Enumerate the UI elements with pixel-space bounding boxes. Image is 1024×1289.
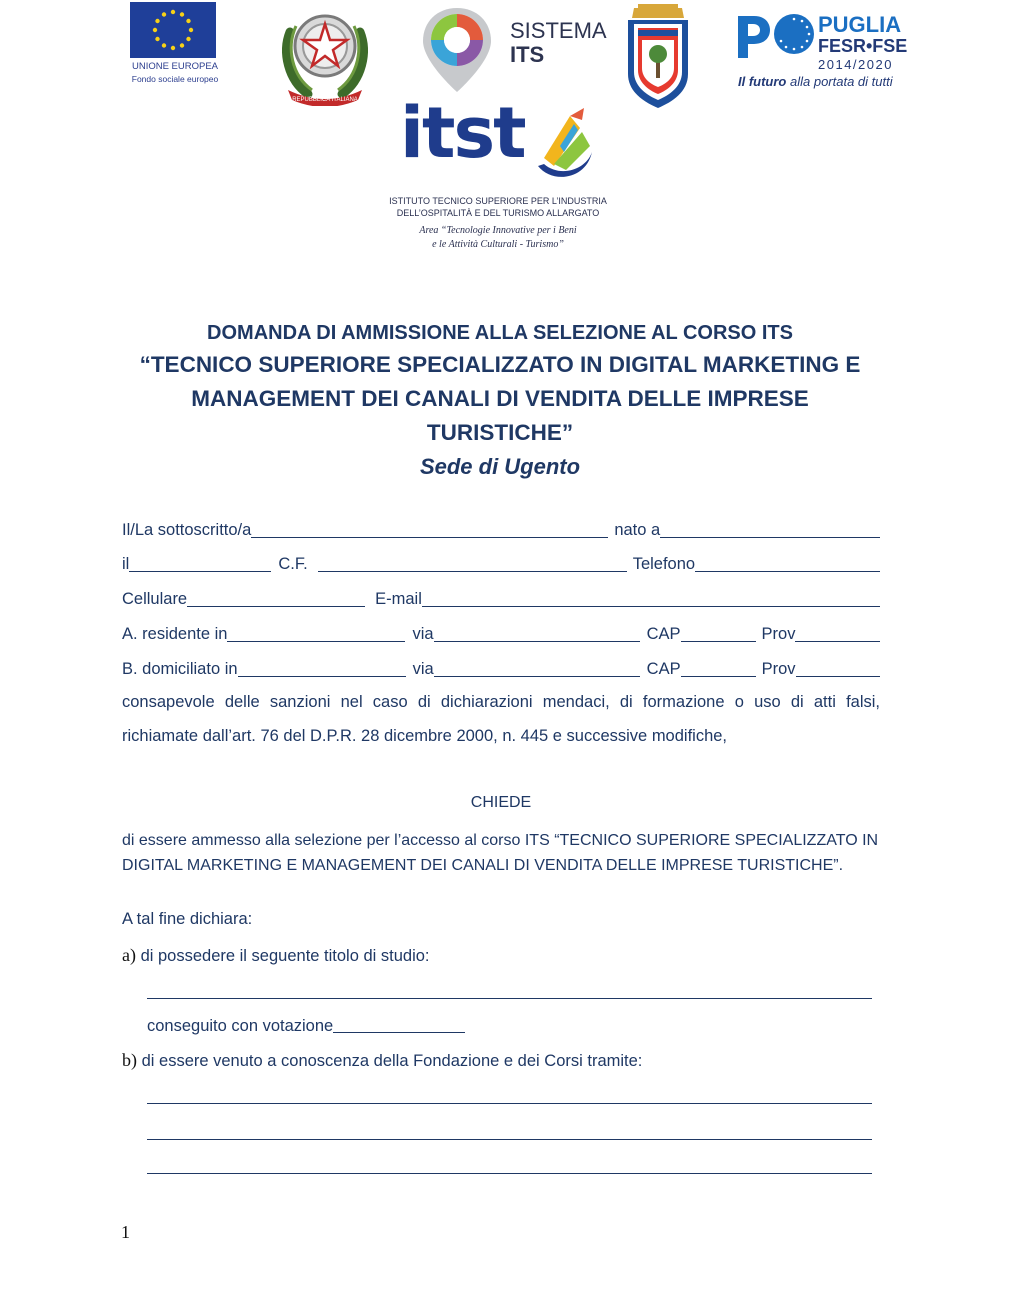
puglia-tagline-bold: Il futuro (738, 74, 787, 89)
label-via: via (412, 625, 434, 643)
request-paragraph: di essere ammesso alla selezione per l’accesso al corso ITS “TECNICO SUPERIORE SPECIALIZZATO IN DIGITAL MARKETING E MANAGEMENT DEI CANALI DI VENDITA DELLE IMPRESE TURISTICHE”. (122, 832, 879, 874)
itst-wordmark: itst (400, 92, 525, 174)
its-compass-icon (420, 4, 494, 96)
sistema-label: SISTEMA (510, 18, 607, 43)
field-residente-citta[interactable] (227, 625, 405, 642)
declaration-paragraph (122, 685, 880, 753)
puglia-p-icon (736, 12, 816, 69)
label-residente: A. residente in (122, 625, 228, 643)
emblem-ribbon-text: REPUBBLICA ITALIANA (292, 97, 358, 103)
puglia-title: PUGLIA (818, 12, 902, 37)
field-conoscenza-3[interactable] (147, 1173, 872, 1174)
label-cf: C.F. (278, 555, 308, 573)
eu-logo (120, 2, 230, 92)
form-row-contacts (122, 586, 880, 610)
label-prov: Prov (761, 660, 796, 678)
its-label: ITS (510, 42, 545, 67)
field-residente-via[interactable] (434, 625, 640, 642)
puglia-fesr-fse: FESR•FSE (818, 36, 908, 56)
field-birthdate[interactable] (129, 555, 271, 572)
title-line-4: TURISTICHE” (426, 420, 574, 445)
title-line-1: DOMANDA DI AMMISSIONE ALLA SELEZIONE AL CORSO ITS (207, 322, 793, 344)
field-cellulare[interactable] (187, 590, 365, 607)
item-a (122, 945, 430, 966)
eu-label: UNIONE EUROPEA (131, 61, 219, 72)
label-cap: CAP (646, 660, 681, 678)
declaration-line-1: consapevole delle sanzioni nel caso di dichiarazioni mendaci, di formazione o uso di atti falsi, (122, 693, 880, 711)
eu-sublabel: Fondo sociale europeo (131, 74, 219, 84)
form-row-birth (122, 551, 880, 575)
label-via: via (412, 660, 434, 678)
declaration-line-2: richiamate dall’art. 76 del D.P.R. 28 dicembre 2000, n. 445 e successive modifiche, (122, 727, 728, 745)
field-votazione[interactable] (333, 1016, 465, 1033)
label-prov: Prov (761, 625, 796, 643)
a-tal-fine-label: A tal fine dichiara: (122, 910, 253, 928)
title-line-2: “TECNICO SUPERIORE SPECIALIZZATO IN DIGITAL MARKETING E (139, 352, 861, 377)
field-domicilio-cap[interactable] (681, 660, 756, 677)
puglia-fesr-fse-logo (734, 12, 934, 98)
italian-republic-emblem-icon (278, 2, 372, 106)
label-sottoscritto: Il/La sottoscritto/a (122, 521, 252, 539)
label-cellulare: Cellulare (122, 590, 188, 608)
item-a-text: di possedere il seguente titolo di studio: (140, 947, 430, 965)
field-domicilio-citta[interactable] (238, 660, 406, 677)
form-row-residenza (122, 621, 880, 645)
field-residente-cap[interactable] (681, 625, 756, 642)
itst-logo (370, 92, 626, 258)
label-telefono: Telefono (632, 555, 696, 573)
item-b (122, 1050, 642, 1071)
label-domiciliato: B. domiciliato in (122, 660, 238, 678)
field-cf[interactable] (318, 555, 627, 572)
label-cap: CAP (646, 625, 681, 643)
label-votazione: conseguito con votazione (147, 1017, 334, 1035)
puglia-tagline-rest: alla portata di tutti (786, 74, 893, 89)
sistema-its-logo (420, 4, 607, 96)
item-b-letter: b) (122, 1050, 137, 1070)
form-row-name (122, 517, 880, 541)
field-residente-prov[interactable] (795, 625, 880, 642)
title-subtitle: Sede di Ugento (419, 454, 581, 479)
field-titolo-studio[interactable] (147, 998, 872, 999)
eu-flag-icon (130, 2, 216, 58)
title-line-3: MANAGEMENT DEI CANALI DI VENDITA DELLE IMPRESE (191, 386, 809, 411)
page-number: 1 (121, 1222, 130, 1242)
document-title (100, 318, 900, 484)
votazione-row (147, 1016, 465, 1036)
itst-subtitle-line1: ISTITUTO TECNICO SUPERIORE PER L’INDUSTRIA (389, 196, 607, 206)
field-conoscenza-1[interactable] (147, 1103, 872, 1104)
form-row-domicilio (122, 656, 880, 680)
label-nato-a: nato a (614, 521, 661, 539)
label-email: E-mail (375, 590, 422, 608)
field-domicilio-prov[interactable] (796, 660, 880, 677)
itst-swoosh-icon (530, 106, 596, 186)
puglia-tagline (738, 74, 893, 90)
item-b-text: di essere venuto a conoscenza della Fondazione e dei Corsi tramite: (141, 1052, 643, 1070)
puglia-years: 2014/2020 (818, 57, 893, 72)
itst-area-line1: Area “Tecnologie Innovative per i Beni (419, 225, 577, 236)
item-a-letter: a) (122, 945, 136, 965)
field-telefono[interactable] (695, 555, 880, 572)
itst-area-line2: e le Attività Culturali - Turismo” (432, 239, 564, 250)
field-domicilio-via[interactable] (434, 660, 640, 677)
puglia-region-shield-icon (624, 2, 692, 112)
field-email[interactable] (422, 590, 880, 607)
chiede-heading: CHIEDE (470, 794, 532, 811)
field-birthplace[interactable] (660, 521, 880, 538)
field-conoscenza-2[interactable] (147, 1139, 872, 1140)
itst-subtitle-line2: DELL’OSPITALITÀ E DEL TURISMO ALLARGATO (396, 208, 600, 218)
field-name[interactable] (251, 521, 608, 538)
label-il: il (122, 555, 130, 573)
